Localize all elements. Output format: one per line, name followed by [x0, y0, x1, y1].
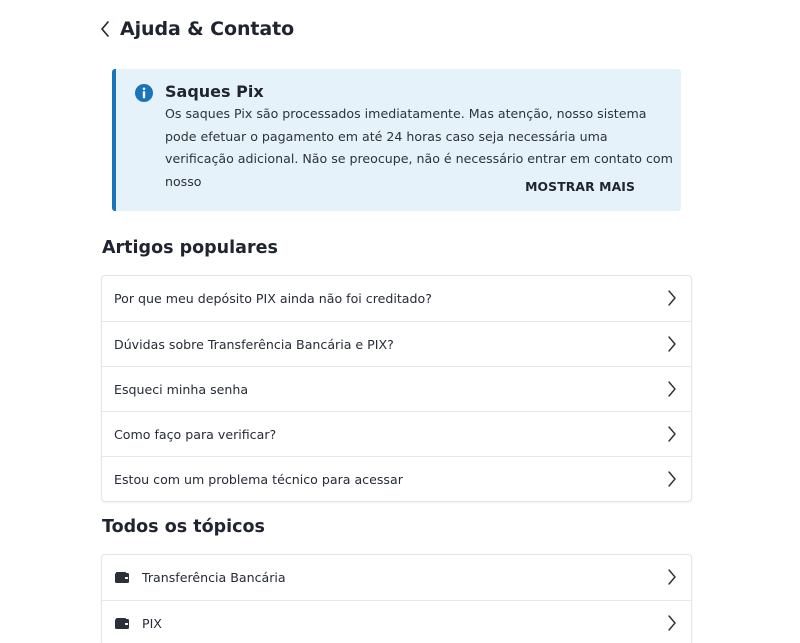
- chevron-right-icon: [667, 381, 677, 397]
- article-label: Por que meu depósito PIX ainda não foi creditado?: [114, 291, 432, 306]
- chevron-right-icon: [667, 290, 677, 306]
- chevron-right-icon: [667, 336, 677, 352]
- article-label: Dúvidas sobre Transferência Bancária e PIX?: [114, 336, 394, 352]
- popular-articles-title: Artigos populares: [102, 238, 278, 258]
- article-label: Como faço para verificar?: [114, 426, 277, 442]
- chevron-right-icon: [667, 471, 677, 487]
- article-label: Esqueci minha senha: [114, 381, 249, 397]
- notice-title: Saques Pix: [165, 82, 264, 101]
- notice-banner: [112, 69, 681, 211]
- chevron-left-icon: [100, 21, 110, 37]
- chevron-right-icon: [667, 615, 677, 631]
- popular-articles-list: [102, 276, 691, 501]
- topic-label: PIX: [142, 615, 162, 631]
- all-topics-title: Todos os tópicos: [102, 517, 265, 537]
- article-label: Estou com um problema técnico para acessar: [114, 471, 403, 487]
- topics-list: [102, 555, 691, 643]
- article-row[interactable]: [102, 366, 691, 411]
- article-row[interactable]: [102, 411, 691, 456]
- topic-row-bank-transfer[interactable]: [102, 555, 691, 600]
- article-row[interactable]: [102, 321, 691, 366]
- article-row[interactable]: [102, 456, 691, 501]
- show-more-button[interactable]: MOSTRAR MAIS: [525, 179, 635, 194]
- back-button[interactable]: [100, 16, 116, 42]
- chevron-right-icon: [667, 426, 677, 442]
- chevron-right-icon: [667, 569, 677, 585]
- notice-text: Os saques Pix são processados imediatamente. Mas atenção, nosso sistema pode efetuar o pagamento em até 24 horas caso seja necessária uma verificação adicional. Não se preocupe, não é necessário entrar em contato com nosso: [165, 106, 673, 189]
- topic-row-pix[interactable]: [102, 600, 691, 643]
- header: [100, 16, 294, 42]
- wallet-icon: [115, 618, 129, 629]
- page-title: Ajuda & Contato: [120, 18, 295, 40]
- info-icon: [135, 84, 153, 102]
- wallet-icon: [115, 572, 129, 583]
- article-row[interactable]: [102, 276, 691, 321]
- topic-label: Transferência Bancária: [142, 570, 286, 585]
